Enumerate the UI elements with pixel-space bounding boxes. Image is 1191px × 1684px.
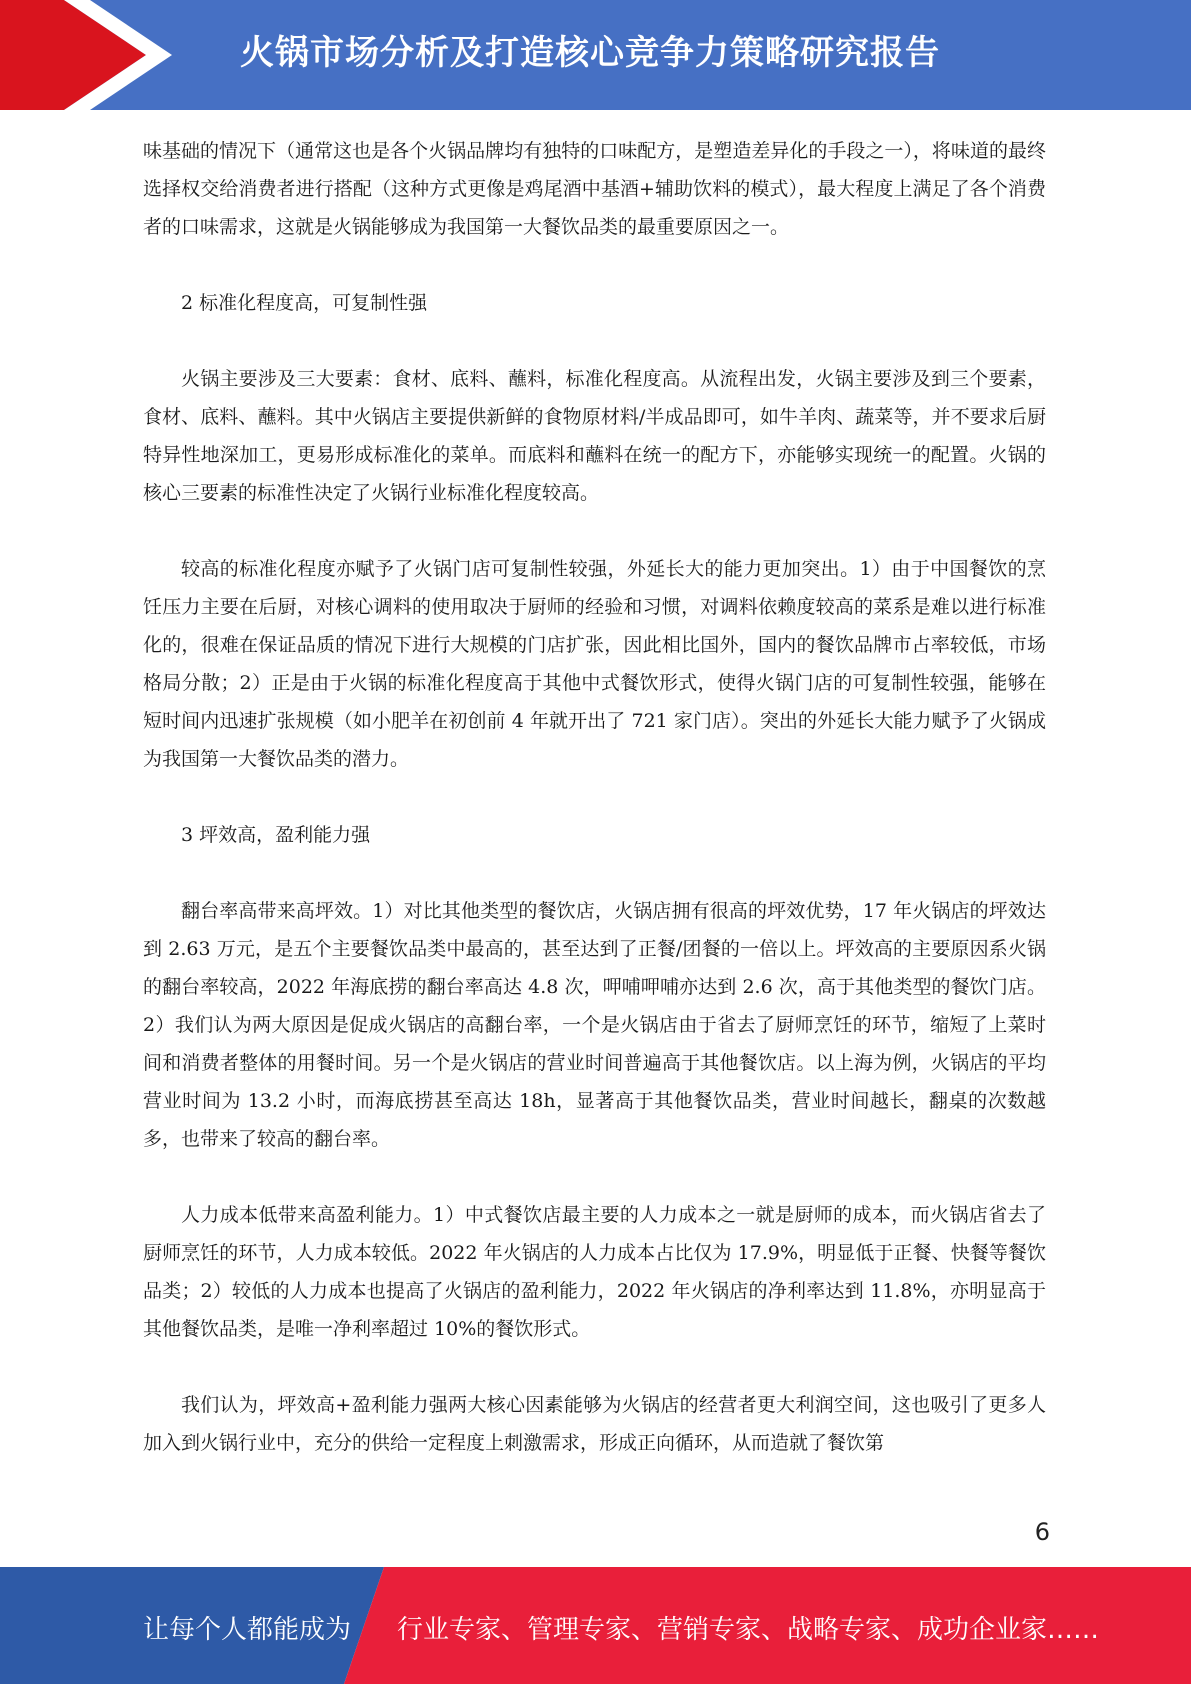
footer-slogan-right: 行业专家、管理专家、营销专家、战略专家、成功企业家…… [397, 1615, 1100, 1645]
paragraph: 我们认为，坪效高+盈利能力强两大核心因素能够为火锅店的经营者更大利润空间，这也吸引了更多人加入到火锅行业中，充分的供给一定程度上刺激需求，形成正向循环，从而造就了餐饮第 [143, 1394, 1046, 1454]
paragraph: 人力成本低带来高盈利能力。1）中式餐饮店最主要的人力成本之一就是厨师的成本，而火锅店省去了厨师烹饪的环节，人力成本较低。2022 年火锅店的人力成本占比仅为 17.9%，明显低于正餐、快餐等餐饮品类；2）较低的人力成本也提高了火锅店的盈利能力，2022 年火锅店的净利率达到 11.8%，亦明显高于其他餐饮品类，是唯一净利率超过 10%的餐饮形式。 [143, 1204, 1046, 1340]
footer-slogan-left: 让每个人都能成为 [143, 1615, 352, 1645]
paragraph: 火锅主要涉及三大要素：食材、底料、蘸料，标准化程度高。从流程出发，火锅主要涉及到三个要素，食材、底料、蘸料。其中火锅店主要提供新鲜的食物原材料/半成品即可，如牛羊肉、蔬菜等，并不要求后厨特异性地深加工，更易形成标准化的菜单。而底料和蘸料在统一的配方下，亦能够实现统一的配置。火锅的核心三要素的标准性决定了火锅行业标准化程度较高。 [143, 368, 1046, 504]
report-title: 火锅市场分析及打造核心竞争力策略研究报告 [240, 33, 940, 73]
paragraph: 翻台率高带来高坪效。1）对比其他类型的餐饮店，火锅店拥有很高的坪效优势，17 年火锅店的坪效达到 2.63 万元，是五个主要餐饮品类中最高的，甚至达到了正餐/团餐的一倍以上。坪效高的主要原因系火锅的翻台率较高，2022 年海底捞的翻台率高达 4.8 次，呷哺呷哺亦达到 2.6 次，高于其他类型的餐饮门店。2）我们认为两大原因是促成火锅店的高翻台率，一个是火锅店由于省去了厨师烹饪的环节，缩短了上菜时间和消费者整体的用餐时间。另一个是火锅店的营业时间普遍高于其他餐饮店。以上海为例，火锅店的平均营业时间为 13.2 小时，而海底捞甚至高达 18h，显著高于其他餐饮品类，营业时间越长，翻桌的次数越多，也带来了较高的翻台率。 [143, 900, 1046, 1150]
page-number: 6 [1034, 1518, 1050, 1546]
page-header [0, 0, 1191, 110]
section-heading: 2 标准化程度高，可复制性强 [181, 292, 428, 314]
section-heading: 3 坪效高，盈利能力强 [181, 824, 371, 846]
paragraph: 味基础的情况下（通常这也是各个火锅品牌均有独特的口味配方，是塑造差异化的手段之一），将味道的最终选择权交给消费者进行搭配（这种方式更像是鸡尾酒中基酒+辅助饮料的模式），最大程度上满足了各个消费者的口味需求，这就是火锅能够成为我国第一大餐饮品类的最重要原因之一。 [143, 140, 1046, 238]
paragraph: 较高的标准化程度亦赋予了火锅门店可复制性较强，外延长大的能力更加突出。1）由于中国餐饮的烹饪压力主要在后厨，对核心调料的使用取决于厨师的经验和习惯，对调料依赖度较高的菜系是难以进行标准化的，很难在保证品质的情况下进行大规模的门店扩张，因此相比国外，国内的餐饮品牌市占率较低，市场格局分散；2）正是由于火锅的标准化程度高于其他中式餐饮形式，使得火锅门店的可复制性较强，能够在短时间内迅速扩张规模（如小肥羊在初创前 4 年就开出了 721 家门店）。突出的外延长大能力赋予了火锅成为我国第一大餐饮品类的潜力。 [143, 558, 1046, 770]
header-red-chevron [0, 0, 146, 110]
document-body [143, 132, 1046, 1500]
page-footer [0, 1567, 1191, 1684]
